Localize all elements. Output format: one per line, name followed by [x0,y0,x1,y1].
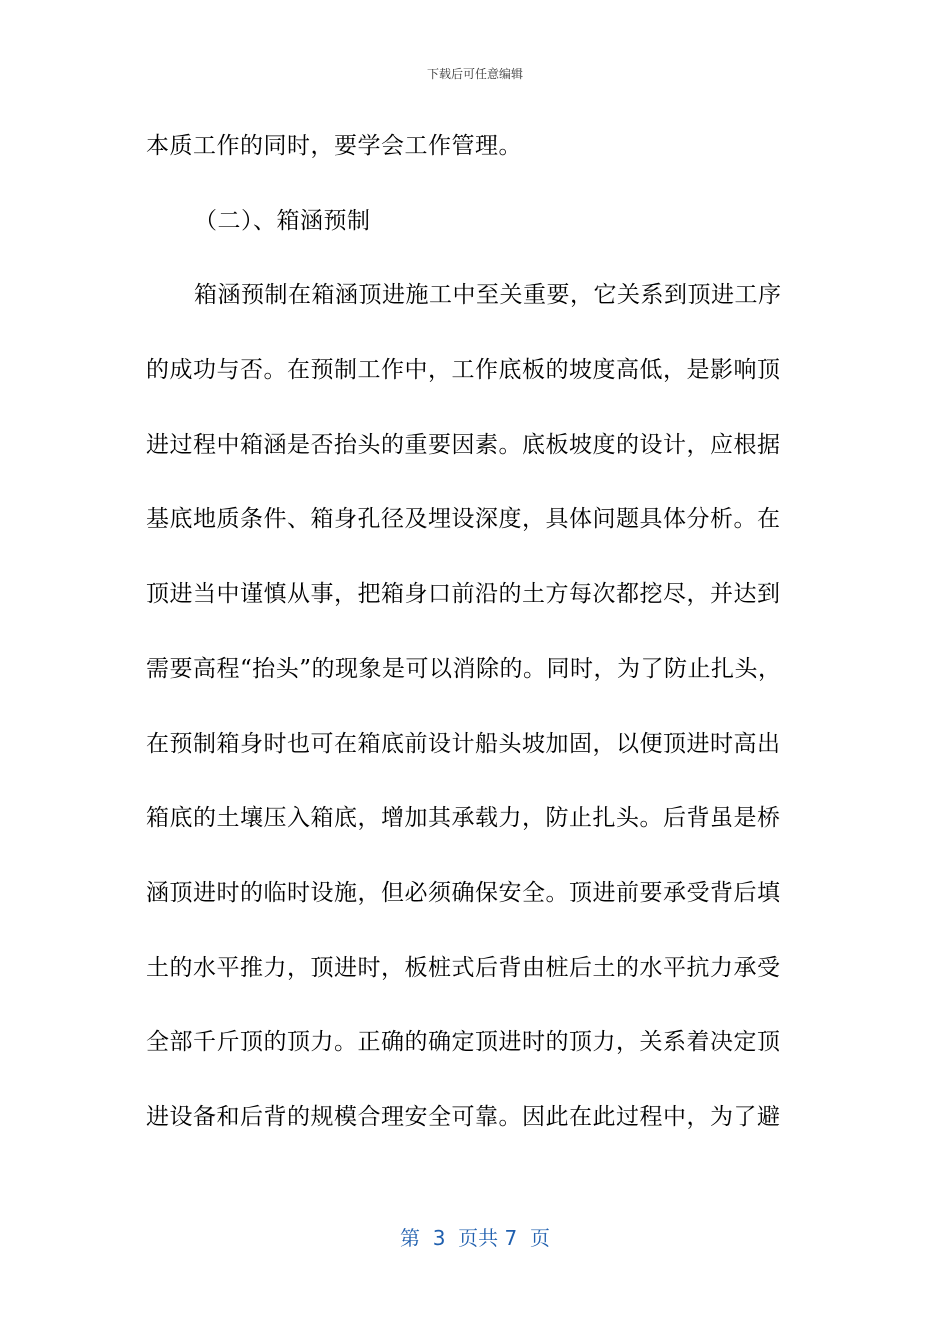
body-line: 基底地质条件、箱身孔径及埋设深度，具体问题具体分析。在 [146,506,781,533]
body-line: 进过程中箱涵是否抬头的重要因素。底板坡度的设计，应根据 [146,431,781,458]
page-number-footer: 第 3 页共 7 页 [400,1226,550,1250]
body-line: 需要高程“抬头”的现象是可以消除的。同时，为了防止扎头， [146,655,782,682]
body-line: 的成功与否。在预制工作中，工作底板的坡度高低，是影响顶 [146,357,781,384]
body-line: 箱涵预制在箱涵顶进施工中至关重要，它关系到顶进工序 [194,282,782,309]
body-line: 土的水平推力，顶进时，板桩式后背由桩后土的水平抗力承受 [146,954,781,981]
body-line: 涵顶进时的临时设施，但必须确保安全。顶进前要承受背后填 [146,879,781,906]
body-line: 进设备和后背的规模合理安全可靠。因此在此过程中，为了避 [146,1103,781,1130]
body-line: 箱底的土壤压入箱底，增加其承载力，防止扎头。后背虽是桥 [146,805,781,832]
body-line: 全部千斤顶的顶力。正确的确定顶进时的顶力，关系着决定顶 [146,1029,781,1056]
page-header: 下载后可任意编辑 [426,67,523,81]
document-body [146,122,806,1168]
body-line: 本质工作的同时，要学会工作管理。 [146,133,522,159]
section-heading: （二）、箱涵预制 [194,207,371,234]
body-line: 在预制箱身时也可在箱底前设计船头坡加固，以便顶进时高出 [146,730,781,757]
body-line: 顶进当中谨慎从事，把箱身口前沿的土方每次都挖尽，并达到 [146,581,781,608]
